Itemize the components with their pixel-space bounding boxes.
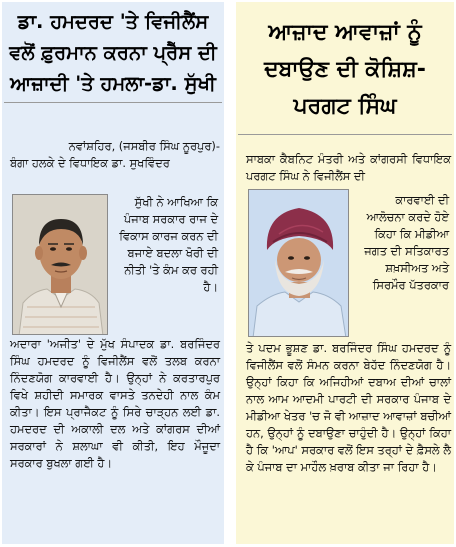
right-text-beside-photo: ਕਾਰਵਾਈ ਦੀ ਆਲੋਚਨਾ ਕਰਦੇ ਹੋਏ ਕਿਹਾ ਕਿ ਮੀਡੀਆ ਜਗਤ ਦੀ ਸਤਿਕਾਰਤ ਸ਼ਖ਼ਸੀਅਤ ਅਤੇ ਸਿਰਮੌਰ ਪੱਤਰਕਾਰ (364, 193, 449, 292)
right-body-text: ਤੇ ਪਦਮ ਭੂਸ਼ਣ ਡਾ. ਬਰਜਿੰਦਰ ਸਿੰਘ ਹਮਦਰਦ ਨੂੰ ਵਿਜੀਲੈਂਸ ਵਲੋਂ ਸੰਮਨ ਕਰਨਾ ਬੇਹੱਦ ਨਿੰਦਣਯੋਗ ਹੈ। ਉਨ੍ਹਾਂ ਕਿਹਾ ਕਿ ਅਜਿਹੀਆਂ ਦਬਾਅ ਦੀਆਂ ਚਾਲਾਂ ਨਾਲ ਆਮ ਆਦਮੀ ਪਾਰਟੀ ਦੀ ਸਰਕਾਰ ਪੰਜਾਬ ਦੇ ਮੀਡੀਆ ਖੇਤਰ 'ਚ ਜੋ ਵੀ ਆਜ਼ਾਦ ਆਵਾਜ਼ਾਂ ਬਚੀਆਂ ਹਨ, ਉਨ੍ਹਾਂ ਨੂੰ ਦਬਾਉਣਾ ਚਾਹੁੰਦੀ ਹੈ। ਉਨ੍ਹਾਂ ਕਿਹਾ ਹੈ ਕਿ 'ਆਪ' ਸਰਕਾਰ ਵਲੋਂ ਇਸ ਤਰ੍ਹਾਂ ਦੇ ਫ਼ੈਸਲੇ ਲੈ ਕੇ ਪੰਜਾਬ ਦਾ ਮਾਹੌਲ ਖ਼ਰਾਬ ਕੀਤਾ ਜਾ ਰਿਹਾ ਹੈ। (246, 341, 451, 474)
left-body-text: ਅਦਾਰਾ 'ਅਜੀਤ' ਦੇ ਮੁੱਖ ਸੰਪਾਦਕ ਡਾ. ਬਰਜਿੰਦਰ ਸਿੰਘ ਹਮਦਰਦ ਨੂੰ ਵਿਜੀਲੈਂਸ ਵਲੋਂ ਤਲਬ ਕਰਨਾ ਨਿੰਦਣਯੋਗ ਕਾਰਵਾਈ ਹੈ। ਉਨ੍ਹਾਂ ਨੇ ਕਰਤਾਰਪੁਰ ਵਿਖੇ ਸ਼ਹੀਦੀ ਸਮਾਰਕ ਵਾਸਤੇ ਤਨਦੇਹੀ ਨਾਲ ਕੰਮ ਕੀਤਾ। ਇਸ ਪ੍ਰਾਜੈਕਟ ਨੂੰ ਸਿਰੇ ਚਾੜ੍ਹਨ ਲਈ ਡਾ. ਹਮਦਰਦ ਦੀ ਅਕਾਲੀ ਦਲ ਅਤੇ ਕਾਂਗਰਸ ਦੀਆਂ ਸਰਕਾਰਾਂ ਨੇ ਸ਼ਲਾਘਾ ਵੀ ਕੀਤੀ, ਇਹ ਮੌਜੂਦਾ ਸਰਕਾਰ ਬੁਖਲਾ ਗਈ ਹੈ। (10, 337, 220, 470)
dateline: ਨਵਾਂਸ਼ਹਿਰ, (ਜਸਬੀਰ ਸਿੰਘ ਨੂਰਪੁਰ)- (68, 139, 220, 153)
left-lead-line: ਬੰਗਾ ਹਲਕੇ ਦੇ ਵਿਧਾਇਕ ਡਾ. ਸੁਖਵਿੰਦਰ (10, 156, 170, 170)
article-left (2, 2, 224, 544)
headline-divider (238, 134, 452, 135)
portrait-icon (13, 195, 108, 335)
author-photo-left (12, 194, 108, 335)
headline-right: ਆਜ਼ਾਦ ਆਵਾਜ਼ਾਂ ਨੂੰ ਦਬਾਉਣ ਦੀ ਕੋਸ਼ਿਸ਼-ਪਰਗਟ ਸਿੰਘ (264, 20, 426, 119)
headline-divider (4, 102, 222, 103)
article-right (236, 2, 454, 544)
author-photo-right (248, 189, 349, 337)
headline-left: ਡਾ. ਹਮਦਰਦ 'ਤੇ ਵਿਜੀਲੈਂਸ ਵਲੋਂ ਫ਼ੁਰਮਾਨ ਕਰਨਾ ਪ੍ਰੈੱਸ ਦੀ ਆਜ਼ਾਦੀ 'ਤੇ ਹਮਲਾ-ਡਾ. ਸੁੱਖੀ (9, 10, 217, 95)
left-lead-text (10, 138, 220, 172)
left-text-beside-photo: ਸੁੱਖੀ ਨੇ ਆਖਿਆ ਕਿ ਪੰਜਾਬ ਸਰਕਾਰ ਰਾਜ ਦੇ ਵਿਕਾਸ ਕਾਰਜ ਕਰਨ ਦੀ ਬਜਾਏ ਬਦਲਾ ਖੋਰੀ ਦੀ ਨੀਤੀ 'ਤੇ ਕੰਮ ਕਰ ਰਹੀ ਹੈ। (119, 195, 218, 294)
portrait-icon (249, 190, 349, 337)
right-lead-text: ਸਾਬਕਾ ਕੈਬਨਿਟ ਮੰਤਰੀ ਅਤੇ ਕਾਂਗਰਸੀ ਵਿਧਾਇਕ ਪਰਗਟ ਸਿੰਘ ਨੇ ਵਿਜੀਲੈਂਸ ਦੀ (246, 152, 451, 183)
